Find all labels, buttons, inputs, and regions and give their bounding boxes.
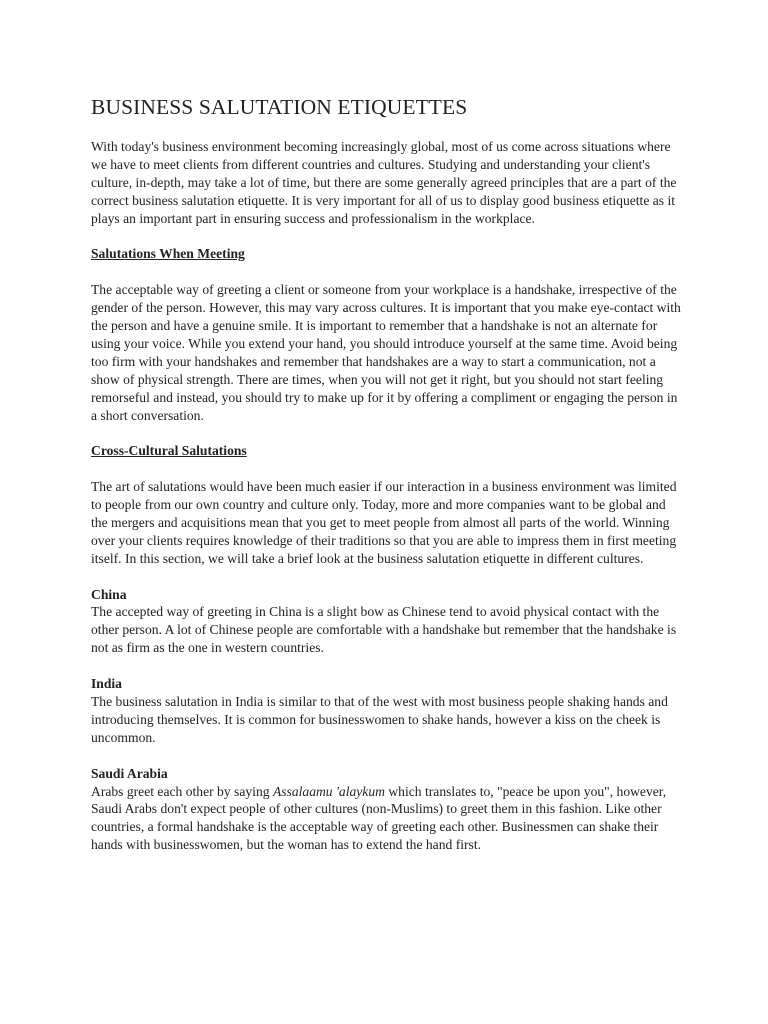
- document-body: [91, 93, 683, 854]
- country-heading-china: China: [91, 586, 127, 602]
- intro-paragraph: With today's business environment becoming increasingly global, most of us come across situations where we have to meet clients from different countries and cultures. Studying and understanding your client's culture, in-depth, may take a lot of time, but there are some generally agreed principles that are a part of the correct business salutation etiquette. It is very important for all of us to display good business etiquette as it plays an important part in ensuring success and professionalism in the workplace.: [91, 139, 677, 226]
- india-paragraph: The business salutation in India is similar to that of the west with most business people shaking hands and introducing themselves. It is common for businesswomen to shake hands, however a kiss on the cheek is uncommon.: [91, 694, 668, 745]
- document-title: BUSINESS SALUTATION ETIQUETTES: [91, 95, 468, 119]
- country-heading-saudi-arabia: Saudi Arabia: [91, 765, 168, 781]
- section-heading-salutations-when-meeting: Salutations When Meeting: [91, 246, 245, 262]
- cross-cultural-paragraph: The art of salutations would have been much easier if our interaction in a business environment was limited to people from our own country and culture only. Today, more and more companies want to be global and the mergers and acquisitions mean that you get to meet people from almost all parts of the world. Winning over your clients requires knowledge of their traditions so that you are able to impress them in first meeting itself. In this section, we will take a brief look at the business salutation etiquette in different cultures.: [91, 479, 677, 566]
- saudi-text-after: which translates to, "peace be upon you", however, Saudi Arabs don't expect people of other cultures (non-Muslims) to greet them in this fashion. Like other countries, a formal handshake is the acceptable way of greeting each other. Businessmen can shake their hands with businesswomen, but the woman has to extend the hand first.: [91, 783, 667, 853]
- country-heading-india: India: [91, 676, 122, 692]
- salutations-when-meeting-paragraph: The acceptable way of greeting a client or someone from your workplace is a handshake, irrespective of the gender of the person. However, this may vary across cultures. It is important that you make eye-contact with the person and have a genuine smile. It is important to remember that a handshake is not an alternate for using your voice. While you extend your hand, you should introduce yourself at the same time. Avoid being too firm with your handshakes and remember that handshakes are a way to start a communication, not a show of physical strength. There are times, when you will not get it right, but you should not start feeling remorseful and instead, you should try to make up for it by offering a compliment or engaging the person in a short conversation.: [91, 282, 681, 423]
- saudi-text-before: Arabs greet each other by saying: [91, 783, 273, 799]
- section-heading-cross-cultural-salutations: Cross-Cultural Salutations: [91, 443, 247, 459]
- saudi-greeting-phrase: Assalaamu 'alaykum: [272, 783, 385, 799]
- china-paragraph: The accepted way of greeting in China is a slight bow as Chinese tend to avoid physical contact with the other person. A lot of Chinese people are comfortable with a handshake but remember that the handshake is not as firm as the one in western countries.: [91, 604, 677, 656]
- saudi-arabia-paragraph: [91, 783, 683, 855]
